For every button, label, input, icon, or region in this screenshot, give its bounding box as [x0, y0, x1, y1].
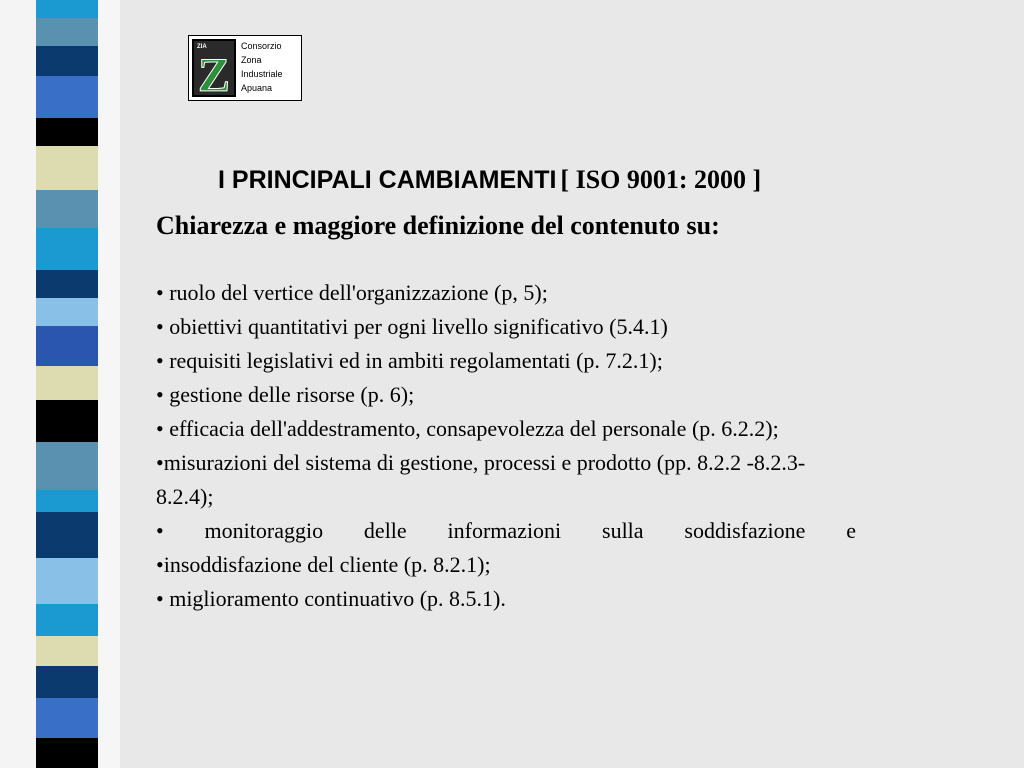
band-stripe: [36, 18, 98, 46]
band-stripe: [36, 76, 98, 118]
bullet-item-continuation: 8.2.4);: [156, 484, 214, 509]
logo-small-mark: ZIA: [197, 44, 207, 50]
band-stripe: [36, 558, 98, 604]
band-stripe: [36, 698, 98, 738]
band-stripe: [36, 442, 98, 490]
bullet-list: [156, 276, 996, 616]
decorative-side-band: [0, 0, 120, 768]
logo-z-mark: [192, 39, 236, 97]
logo-letter: Z: [197, 49, 231, 95]
band-stripe: [36, 636, 98, 666]
slide-subtitle: Chiarezza e maggiore definizione del contenuto su:: [156, 211, 720, 240]
band-stripe: [36, 228, 98, 270]
title-standard: [ ISO 9001: 2000 ]: [560, 165, 762, 194]
bullet-item: • monitoraggio delle informazioni sulla soddisfazione e: [156, 518, 856, 543]
bullet-item: • efficacia dell'addestramento, consapevolezza del personale (p. 6.2.2);: [156, 416, 779, 441]
bullet-item: • obiettivi quantitativi per ogni livello significativo (5.4.1): [156, 314, 668, 339]
slide-content: [156, 158, 996, 616]
logo-line: Consorzio: [241, 41, 282, 51]
band-stripe: [36, 298, 98, 326]
bullet-item: • miglioramento continuativo (p. 8.5.1).: [156, 586, 506, 611]
logo-line: Industriale: [241, 69, 283, 79]
band-stripe: [36, 490, 98, 512]
band-stripe: [36, 604, 98, 636]
logo-line: Apuana: [241, 83, 273, 93]
band-stripe: [36, 366, 98, 400]
band-stripe: [36, 400, 98, 442]
band-stripe: [36, 666, 98, 698]
company-logo: [188, 35, 302, 101]
title-main: I PRINCIPALI CAMBIAMENTI: [218, 166, 557, 194]
logo-text: [241, 39, 301, 95]
bullet-item: •misurazioni del sistema di gestione, processi e prodotto (pp. 8.2.2 -8.2.3-: [156, 450, 806, 475]
band-stripe: [36, 326, 98, 366]
band-stripe: [36, 118, 98, 146]
band-stripe: [36, 0, 98, 18]
bullet-item: • gestione delle risorse (p. 6);: [156, 382, 415, 407]
band-stripe: [36, 190, 98, 228]
band-stripe: [36, 738, 98, 768]
slide-title: [218, 158, 996, 206]
band-stripe: [36, 512, 98, 558]
band-stripe: [36, 146, 98, 190]
bullet-item: •insoddisfazione del cliente (p. 8.2.1);: [156, 552, 491, 577]
band-stripe: [36, 270, 98, 298]
band-stripe: [36, 46, 98, 76]
logo-line: Zona: [241, 55, 262, 65]
bullet-item: • ruolo del vertice dell'organizzazione (p, 5);: [156, 280, 548, 305]
bullet-item: • requisiti legislativi ed in ambiti regolamentati (p. 7.2.1);: [156, 348, 663, 373]
